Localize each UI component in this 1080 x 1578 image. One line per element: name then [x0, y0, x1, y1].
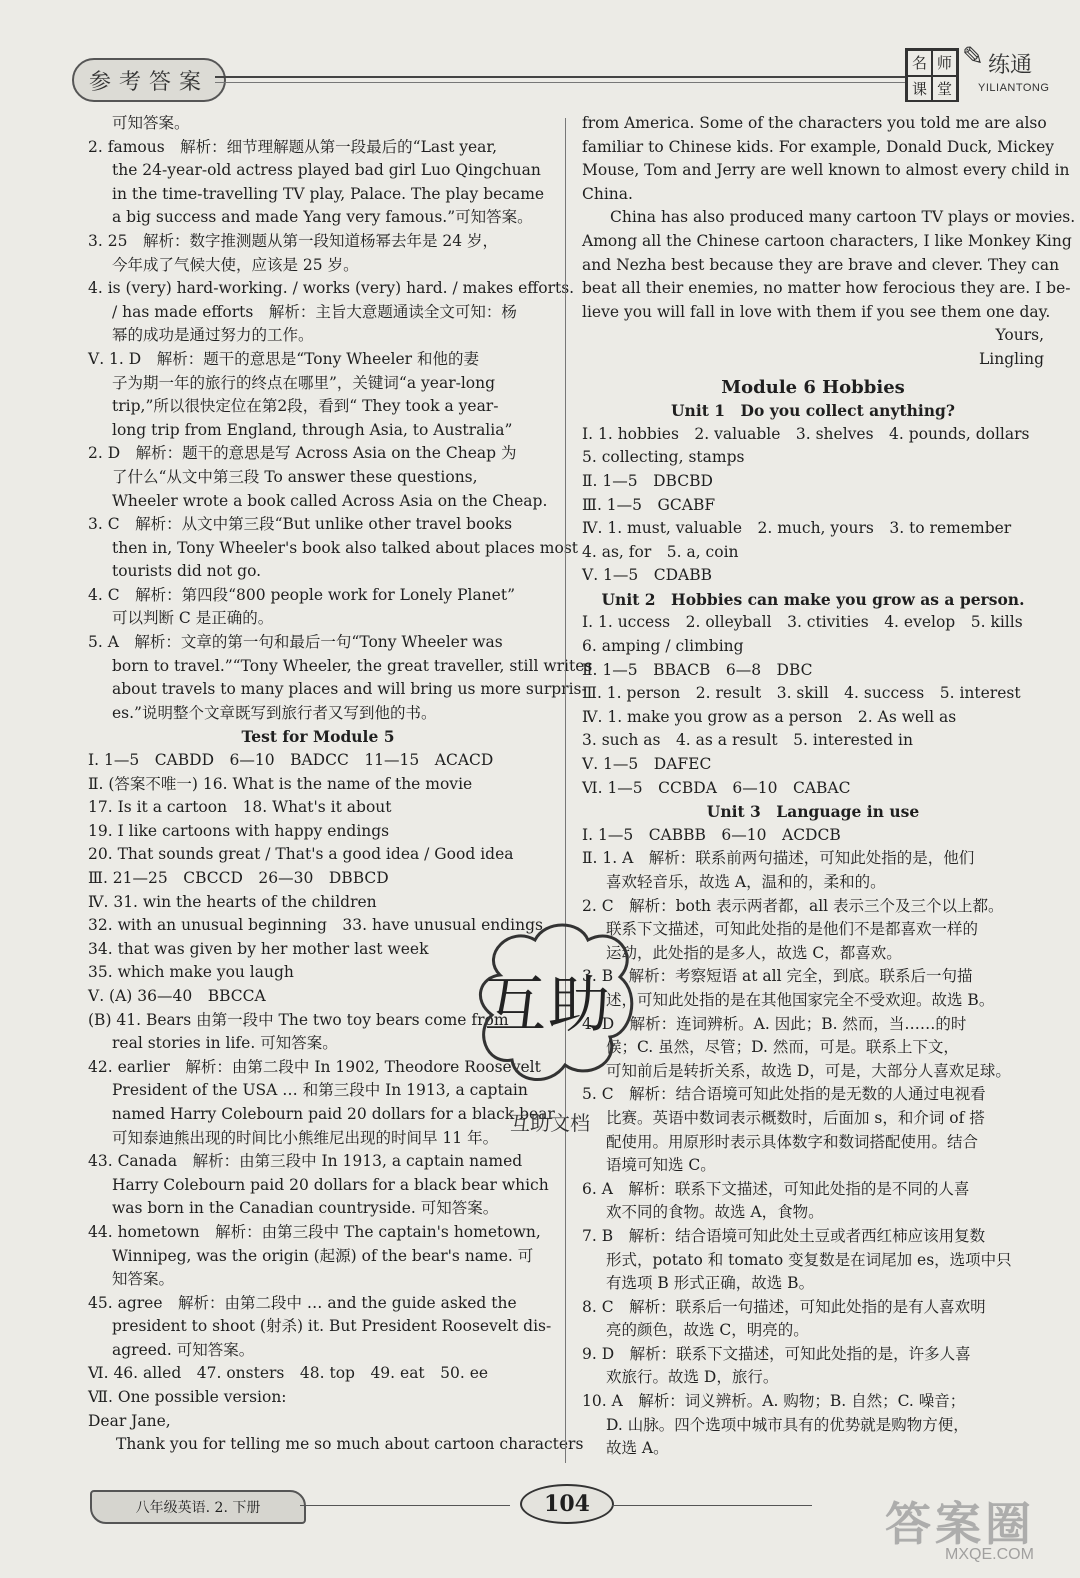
text-line: Ⅱ. 1. A 解析：联系前两句描述，可知此处指的是，他们	[582, 849, 975, 868]
text-line: (B) 41. Bears 由第一段中 The two toy bears come from	[88, 1010, 509, 1029]
text-line: Yours,	[995, 326, 1044, 345]
text-line: 幂的成功是通过努力的工作。	[112, 326, 314, 345]
text-line: 42. earlier 解析：由第二段中 In 1902, Theodore Roosevelt	[88, 1057, 541, 1076]
text-line: was born in the Canadian countryside. 可知答案。	[112, 1199, 499, 1218]
text-line: 44. hometown 解析：由第三段中 The captain's hometown,	[88, 1222, 541, 1241]
watermark	[885, 1488, 1075, 1573]
text-line: 4. C 解析：第四段“800 people work for Lonely Planet”	[88, 585, 516, 604]
brand-name-cn: 练通	[988, 53, 1033, 78]
brand-name-en: YILIANTONG	[978, 82, 1050, 94]
watermark-url: MXQE.COM	[945, 1546, 1034, 1563]
text-line: 9. D 解析：联系下文描述，可知此处指的是，许多人喜	[582, 1344, 971, 1363]
text-line: Unit 3 Language in use	[706, 802, 920, 822]
right-column	[582, 112, 1076, 1461]
text-line: 欢旅行。故选 D，旅行。	[606, 1368, 779, 1387]
text-line: Winnipeg, was the origin (起源) of the bear's name. 可	[112, 1246, 534, 1265]
text-line: Ⅵ. 46. alled 47. onsters 48. top 49. eat 50. ee	[88, 1364, 489, 1383]
text-line: and Nezha best because they are brave and clever. They can	[582, 255, 1060, 274]
text-line: Ⅰ. 1—5 CABBB 6—10 ACDCB	[582, 825, 841, 844]
logo-cell: 课	[907, 76, 932, 102]
text-line: Ⅱ. 1—5 DBCBD	[582, 471, 713, 490]
text-line: China.	[582, 184, 633, 203]
stamp-text: 互助	[484, 968, 613, 1041]
text-line: Ⅳ. 1. must, valuable 2. much, yours 3. to remember	[582, 519, 1012, 538]
brand-logo-box	[905, 48, 959, 102]
text-line: 故选 A。	[606, 1439, 669, 1458]
text-line: lieve you will fall in love with them if you see them one day.	[582, 302, 1051, 321]
text-line: 5. A 解析：文章的第一句和最后一句“Tony Wheeler was	[88, 633, 503, 652]
text-line: Ⅴ. (A) 36—40 BBCCA	[88, 986, 266, 1005]
text-line: 20. That sounds great / That's a good idea / Good idea	[88, 845, 514, 864]
text-line: 3. such as 4. as a result 5. interested in	[582, 731, 913, 750]
text-line: Ⅲ. 21—25 CBCCD 26—30 DBBCD	[88, 869, 389, 887]
text-line: 可以判断 C 是正确的。	[112, 609, 274, 628]
text-line: 3. 25 解析：数字推测题从第一段知道杨幂去年是 24 岁，	[88, 231, 499, 250]
text-line: familiar to Chinese kids. For example, Donald Duck, Mickey	[582, 137, 1054, 156]
text-line: 19. I like cartoons with happy endings	[88, 821, 390, 840]
text-line: Ⅶ. One possible version:	[88, 1388, 287, 1407]
text-line: 知答案。	[112, 1270, 175, 1289]
text-line: Thank you for telling me so much about cartoon characters	[116, 1435, 584, 1454]
text-line: 2. famous 解析：细节理解题从第一段最后的“Last year,	[88, 137, 498, 156]
text-line: long trip from England, through Asia, to Australia”	[112, 420, 513, 439]
text-line: Ⅳ. 1. make you grow as a person 2. As well as	[582, 707, 957, 726]
text-line: tourists did not go.	[112, 562, 262, 581]
text-line: 4. as, for 5. a, coin	[582, 542, 739, 561]
text-line: 可知泰迪熊出现的时间比小熊维尼出现的时间早 11 年。	[112, 1128, 499, 1147]
text-line: es.”说明整个文章既写到旅行者又写到他的书。	[112, 703, 437, 722]
text-line: 4. D 解析：连词辨析。A. 因此；B. 然而，当……的时	[582, 1014, 967, 1033]
text-line: 43. Canada 解析：由第三段中 In 1913, a captain named	[88, 1152, 523, 1171]
text-line: China has also produced many cartoon TV plays or movies.	[610, 208, 1076, 227]
text-line: 6. amping / climbing	[582, 637, 744, 656]
text-line: Test for Module 5	[241, 727, 395, 747]
text-line: Ⅲ. 1. person 2. result 3. skill 4. success 5. interest	[582, 684, 1021, 703]
text-line: from America. Some of the characters you told me are also	[582, 114, 1047, 132]
text-line: 可知前后是转折关系，故选 D，可是，大部分人喜欢足球。	[606, 1061, 1011, 1080]
text-line: 比赛。英语中数词表示概数时，后面加 s，和介词 of 搭	[606, 1108, 985, 1127]
text-line: president to shoot (射杀) it. But President Roosevelt dis-	[112, 1317, 552, 1336]
text-line: 形式，potato 和 tomato 变复数是在词尾加 es，选项中只	[606, 1250, 1012, 1269]
text-line: born to travel.”“Tony Wheeler, the great traveller, still writes	[112, 656, 593, 675]
text-line: then in, Tony Wheeler's book also talked about places most	[112, 538, 579, 557]
text-line: Unit 1 Do you collect anything?	[671, 401, 955, 421]
text-line: agreed. 可知答案。	[112, 1340, 255, 1359]
footer-divider-right	[612, 1505, 812, 1506]
text-line: 了什么“从文中第三段 To answer these questions,	[112, 467, 478, 486]
stamp-subtext: 互助文档	[510, 1111, 590, 1135]
text-line: real stories in life. 可知答案。	[112, 1034, 338, 1053]
text-line: Ⅰ. 1. uccess 2. olleyball 3. ctivities 4. evelop 5. kills	[582, 613, 1023, 632]
text-line: 可知答案。	[112, 114, 190, 132]
text-line: the 24-year-old actress played bad girl Luo Qingchuan	[112, 161, 541, 180]
text-line: trip,”所以很快定位在第2段，看到“ They took a year-	[112, 397, 499, 416]
text-line: 欢不同的食物。故选 A，食物。	[606, 1203, 824, 1222]
text-line: about travels to many places and will bring us more surpris-	[112, 680, 587, 699]
text-line: 运动，此处指的是多人，故选 C，都喜欢。	[606, 943, 902, 962]
text-line: Ⅵ. 1—5 CCBDA 6—10 CABAC	[582, 778, 851, 797]
text-line: named Harry Colebourn paid 20 dollars for a black bear	[112, 1104, 555, 1123]
text-line: 34. that was given by her mother last week	[88, 939, 429, 958]
column-divider	[565, 118, 566, 1463]
text-line: 17. Is it a cartoon 18. What's it about	[88, 798, 392, 817]
logo-cell: 堂	[932, 76, 957, 102]
header-divider	[215, 76, 905, 78]
text-line: / has made efforts 解析：主旨大意题通读全文可知：杨	[112, 302, 517, 321]
text-line: Ⅱ. 1—5 BBACB 6—8 DBC	[582, 660, 813, 679]
text-line: 今年成了气候大使，应该是 25 岁。	[112, 255, 359, 274]
text-line: beat all their enemies, no matter how ferocious they are. I be-	[582, 279, 1071, 298]
text-line: 配使用。用原形时表示具体数字和数词搭配使用。结合	[606, 1132, 979, 1151]
text-line: 8. C 解析：联系后一句描述，可知此处指的是有人喜欢明	[582, 1297, 986, 1316]
text-line: 3. B 解析：考察短语 at all 完全，到底。联系后一句描	[582, 967, 973, 986]
text-line: Dear Jane,	[88, 1411, 171, 1430]
stamp-seal	[470, 915, 640, 1135]
text-line: 7. B 解析：结合语境可知此处土豆或者西红柿应该用复数	[582, 1226, 986, 1245]
text-line: 述，可知此处指的是在其他国家完全不受欢迎。故选 B。	[606, 990, 995, 1009]
text-line: a big success and made Yang very famous.”可知答案。	[112, 208, 533, 227]
text-line: 2. D 解析：题干的意思是写 Across Asia on the Cheap 为	[88, 444, 517, 463]
text-line: Harry Colebourn paid 20 dollars for a black bear which	[112, 1175, 549, 1194]
text-line: 45. agree 解析：由第二段中 … and the guide asked the	[88, 1293, 517, 1312]
text-line: 5. collecting, stamps	[582, 448, 745, 467]
answer-key-badge: 参考答案	[72, 58, 226, 102]
text-line: Mouse, Tom and Jerry are well known to almost every child in	[582, 161, 1070, 180]
page-header	[0, 0, 1080, 110]
text-line: 3. C 解析：从文中第三段“But unlike other travel books	[88, 515, 513, 534]
text-line: 语境可知选 C。	[606, 1156, 716, 1175]
text-line: 5. C 解析：结合语境可知此处指的是无数的人通过电视看	[582, 1085, 986, 1104]
text-line: D. 山脉。四个选项中城市具有的优势就是购物方便，	[606, 1415, 969, 1434]
text-line: Wheeler wrote a book called Across Asia on the Cheap.	[112, 491, 548, 510]
logo-cell: 师	[932, 50, 957, 76]
text-line: 喜欢轻音乐，故选 A，温和的，柔和的。	[606, 873, 886, 891]
watermark-text: 答案圈	[885, 1497, 1035, 1551]
text-line: Lingling	[979, 349, 1044, 368]
text-line: 候；C. 虽然，尽管；D. 然而，可是。联系上下文，	[606, 1038, 959, 1057]
footer-divider-left	[300, 1505, 510, 1506]
text-line: 有选项 B 形式正确，故选 B。	[606, 1274, 815, 1293]
text-line: 2. C 解析：both 表示两者都，all 表示三个及三个以上都。	[582, 896, 1004, 915]
text-line: 4. is (very) hard-working. / works (very) hard. / makes efforts.	[88, 279, 575, 298]
page-number: 104	[520, 1484, 614, 1524]
text-line: 10. A 解析：词义辨析。A. 购物；B. 自然；C. 噪音；	[582, 1392, 966, 1411]
text-line: 6. A 解析：联系下文描述，可知此处指的是不同的人喜	[582, 1179, 970, 1198]
text-line: Ⅴ. 1—5 DAFEC	[582, 755, 712, 774]
text-line: Ⅲ. 1—5 GCABF	[582, 495, 716, 514]
text-line: 35. which make you laugh	[88, 963, 294, 982]
text-line: President of the USA … 和第三段中 In 1913, a captain	[112, 1081, 528, 1100]
text-line: 亮的颜色，故选 C，明亮的。	[606, 1321, 809, 1340]
text-line: Ⅳ. 31. win the hearts of the children	[88, 892, 377, 911]
text-line: Ⅴ. 1. D 解析：题干的意思是“Tony Wheeler 和他的妻	[88, 349, 479, 368]
text-line: Ⅴ. 1—5 CDABB	[582, 566, 713, 585]
text-line: Ⅰ. 1. hobbies 2. valuable 3. shelves 4. pounds, dollars	[582, 424, 1030, 443]
header-divider-thin	[215, 82, 905, 83]
text-line: in the time-travelling TV play, Palace. The play became	[112, 184, 545, 203]
text-line: 32. with an unusual beginning 33. have unusual endings	[88, 916, 543, 935]
book-label: 八年级英语. 2. 下册	[90, 1490, 306, 1524]
logo-cell: 名	[907, 50, 932, 76]
pen-icon: ✎	[962, 42, 984, 72]
text-line: Among all the Chinese cartoon characters, I like Monkey King	[582, 231, 1072, 250]
text-line: Module 6 Hobbies	[721, 376, 905, 398]
text-line: Unit 2 Hobbies can make you grow as a person.	[601, 589, 1025, 609]
text-line: 联系下文描述，可知此处指的是他们不是都喜欢一样的	[606, 920, 979, 939]
text-line: Ⅱ. (答案不唯一) 16. What is the name of the movie	[88, 774, 473, 793]
text-line: 子为期一年的旅行的终点在哪里”，关键词“a year-long	[112, 373, 496, 392]
text-line: Ⅰ. 1—5 CABDD 6—10 BADCC 11—15 ACACD	[88, 751, 494, 770]
